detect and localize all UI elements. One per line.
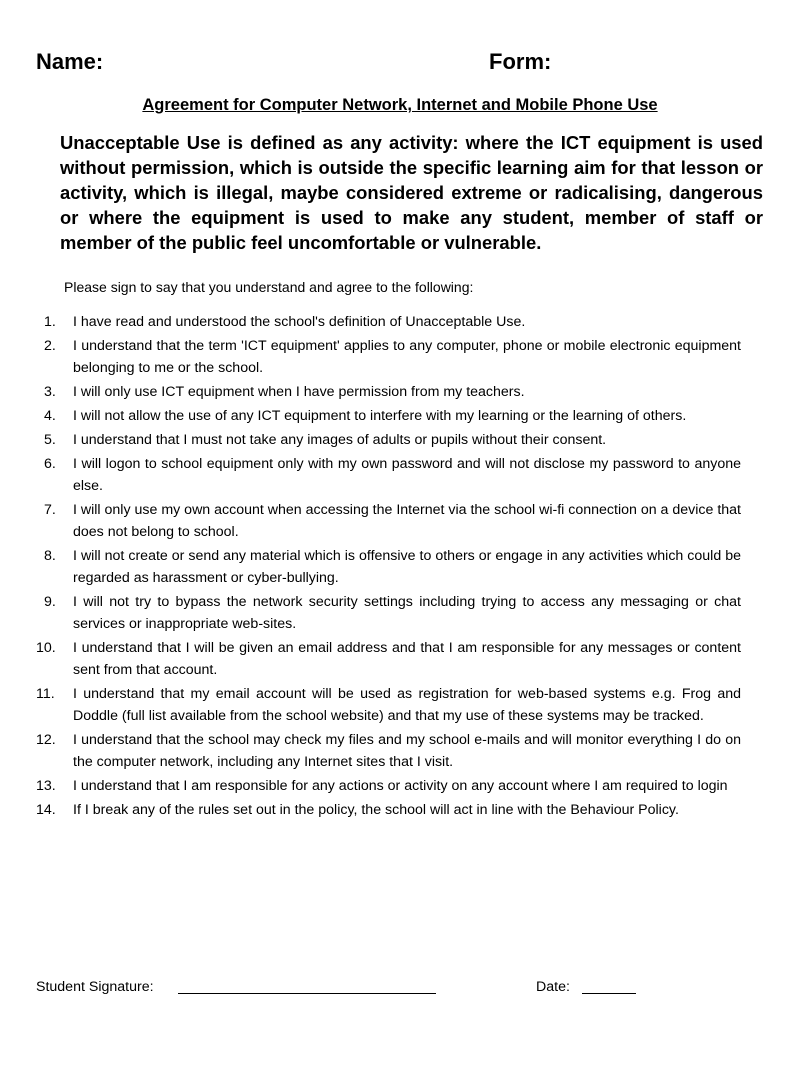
rule-text: I will not create or send any material which is offensive to others or engage in any activities which could be regarded as harassment or cyber-bullying.	[73, 548, 741, 586]
form-label: Form:	[489, 49, 552, 74]
intro-text: Please sign to say that you understand and agree to the following:	[64, 279, 474, 295]
rule-text: I understand that I must not take any images of adults or pupils without their consent.	[73, 432, 607, 448]
rule-item	[36, 591, 741, 635]
rule-item	[36, 429, 741, 451]
rule-item	[36, 335, 741, 379]
rule-item	[36, 775, 741, 797]
rule-item	[36, 405, 741, 427]
rule-number: 3.	[44, 384, 56, 400]
rule-text: I understand that I will be given an email address and that I am responsible for any messages or content sent from that account.	[73, 640, 741, 678]
rule-text: I will not allow the use of any ICT equipment to interfere with my learning or the learning of others.	[73, 408, 687, 424]
student-signature-line	[178, 993, 436, 994]
rule-number: 7.	[44, 502, 56, 518]
rule-text: I will only use my own account when accessing the Internet via the school wi-fi connection on a device that does not belong to school.	[73, 502, 741, 540]
rule-number: 12.	[36, 732, 56, 748]
document-title: Agreement for Computer Network, Internet and Mobile Phone Use	[142, 96, 658, 114]
rule-number: 10.	[36, 640, 56, 656]
rule-number: 9.	[44, 594, 56, 610]
rule-number: 4.	[44, 408, 56, 424]
rule-item	[36, 799, 741, 821]
rule-number: 5.	[44, 432, 56, 448]
rules-list	[36, 311, 741, 823]
rule-number: 13.	[36, 778, 56, 794]
rule-text: I will logon to school equipment only with my own password and will not disclose my password to anyone else.	[73, 456, 741, 494]
rule-item	[36, 453, 741, 497]
date-label: Date:	[536, 979, 570, 995]
rule-text: I understand that the term 'ICT equipment' applies to any computer, phone or mobile electronic equipment belonging to me or the school.	[73, 338, 741, 376]
rule-item	[36, 729, 741, 773]
name-label: Name:	[36, 49, 104, 74]
rule-number: 14.	[36, 802, 56, 818]
rule-item	[36, 637, 741, 681]
rule-text: I understand that the school may check my files and my school e-mails and will monitor everything I do on the computer network, including any Internet sites that I visit.	[73, 732, 741, 770]
rule-number: 2.	[44, 338, 56, 354]
rule-item	[36, 545, 741, 589]
rule-text: I will only use ICT equipment when I have permission from my teachers.	[73, 384, 525, 400]
rule-text: I have read and understood the school's definition of Unacceptable Use.	[73, 314, 526, 330]
rule-item	[36, 381, 741, 403]
rule-item	[36, 683, 741, 727]
rule-number: 6.	[44, 456, 56, 472]
rule-item	[36, 311, 741, 333]
rule-item	[36, 499, 741, 543]
rule-text: I will not try to bypass the network security settings including trying to access any messaging or chat services or inappropriate web-sites.	[73, 594, 741, 632]
rule-text: If I break any of the rules set out in the policy, the school will act in line with the Behaviour Policy.	[73, 802, 679, 818]
rule-number: 11.	[36, 686, 55, 702]
date-line	[582, 993, 636, 994]
unacceptable-use-definition: Unacceptable Use is defined as any activity: where the ICT equipment is used without permission, which is outside the specific learning aim for that lesson or activity, which is illegal, maybe considered extreme or radicalising, dangerous or where the equipment is used to make any student, member of staff or member of the public feel uncomfortable or vulnerable.	[60, 132, 763, 253]
student-signature-label: Student Signature:	[36, 979, 154, 995]
rule-text: I understand that my email account will be used as registration for web-based systems e.g. Frog and Doddle (full list available from the school website) and that my use of these systems may be tracked.	[73, 686, 741, 724]
rule-text: I understand that I am responsible for any actions or activity on any account where I am required to login	[73, 778, 728, 794]
rule-number: 1.	[44, 314, 56, 330]
rule-number: 8.	[44, 548, 56, 564]
